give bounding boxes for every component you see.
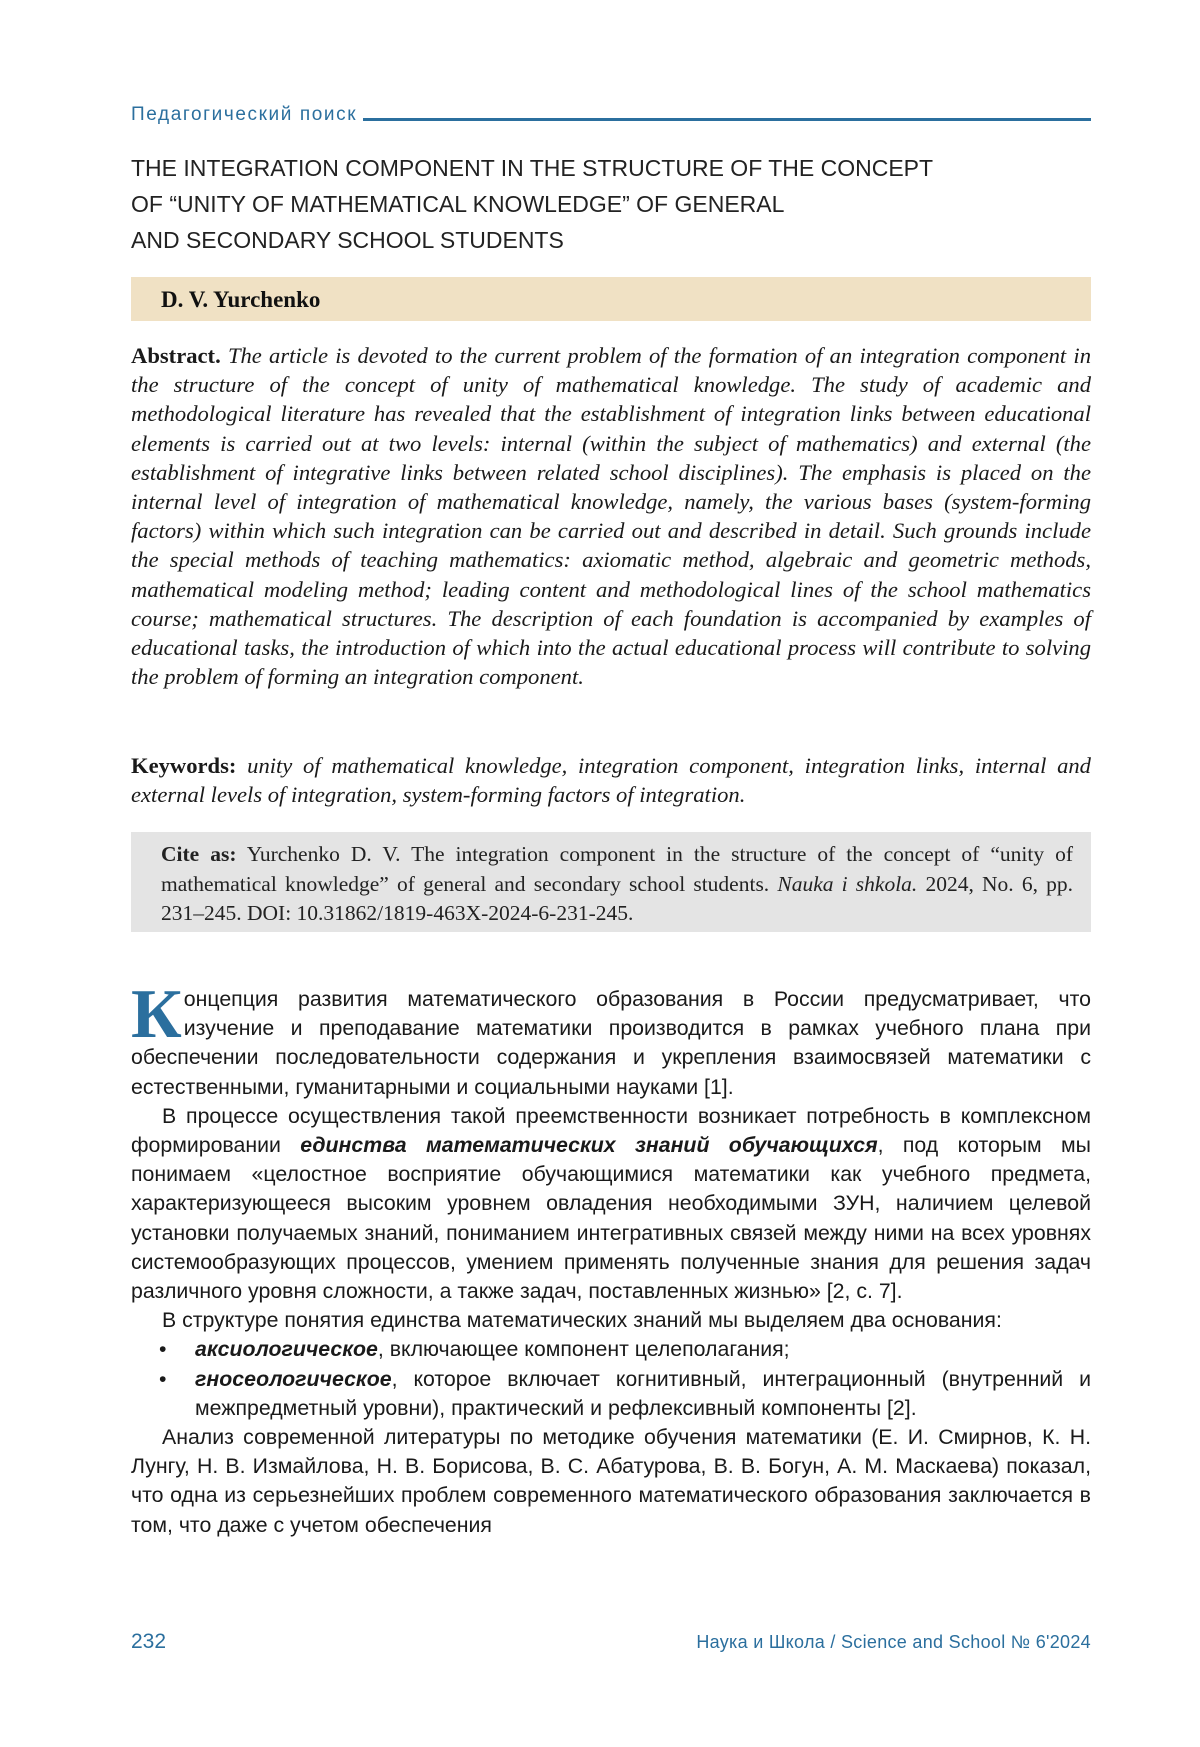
emphasis-term: гносеологическое xyxy=(195,1366,392,1391)
cite-text xyxy=(161,840,1073,929)
bullet-icon: • xyxy=(159,1366,167,1391)
bullet-list xyxy=(131,1335,1091,1423)
abstract-label: Abstract. xyxy=(131,343,221,368)
paragraph-text: В структуре понятия единства математических знаний мы выделяем два основания: xyxy=(162,1308,1002,1333)
cite-journal: Nauka i shkola. xyxy=(777,871,918,896)
list-item xyxy=(131,1365,1091,1423)
article-body xyxy=(131,976,1091,1540)
paragraph-text: Анализ современной литературы по методике обучения математики (Е. И. Смирнов, К. Н. Лунгу, Н. В. Измайлова, Н. В. Борисова, В. С. Абатурова, В. В. Богун, А. М. Маскаева) показал, что одна из серьезнейших проблем современного математического образования заключается в том, что даже с учетом обеспечения xyxy=(131,1425,1091,1537)
list-item xyxy=(131,1335,1091,1364)
cite-label: Cite as: xyxy=(161,842,237,866)
cite-details: 2024, No. 6, pp. 231–245. DOI: 10.31862/1819-463X-2024-6-231-245. xyxy=(161,871,1074,925)
bullet-icon: • xyxy=(159,1337,167,1362)
list-item-text: , включающее компонент целеполагания; xyxy=(377,1337,790,1362)
journal-name: Наука и Школа / Science and School № 6'2024 xyxy=(696,1632,1091,1652)
cite-box xyxy=(131,832,1091,932)
keywords-label: Keywords: xyxy=(131,753,237,778)
title-line: OF “UNITY OF MATHEMATICAL KNOWLEDGE” OF GENERAL xyxy=(131,191,785,217)
page-footer xyxy=(131,1630,1091,1658)
cite-reference: Yurchenko D. V. The integration component in the structure of the concept of “unity of mathematical knowledge” of general and secondary school students. xyxy=(161,842,1073,896)
abstract xyxy=(131,341,1091,691)
article-title xyxy=(131,150,1091,258)
drop-cap: К xyxy=(131,976,182,1053)
paragraph xyxy=(131,1423,1091,1540)
paragraph xyxy=(131,976,1091,1102)
running-head-text: Педагогический поиск xyxy=(131,104,363,126)
title-line: AND SECONDARY SCHOOL STUDENTS xyxy=(131,227,564,253)
page-number: 232 xyxy=(131,1630,167,1653)
abstract-text: The article is devoted to the current problem of the formation of an integration component in the structure of the concept of unity of mathematical knowledge. The study of academic and methodological literature has revealed that the establishment of integration links between educational elements is carried out at two levels: internal (within the subject of mathematics) and external (the establishment of integrative links between related school disciplines). The emphasis is placed on the internal level of integration of mathematical knowledge, namely, the various bases (system-forming factors) within which such integration can be carried out and described in detail. Such grounds include the special methods of teaching mathematics: axiomatic method, algebraic and geometric methods, mathematical modeling method; leading content and methodological lines of the school mathematics course; mathematical structures. The description of each foundation is accompanied by examples of educational tasks, the introduction of which into the actual educational process will contribute to solving the problem of forming an integration component. xyxy=(131,343,1091,690)
paragraph-text: онцепция развития математического образования в России предусматривает, что изучение и преподавание математики производится в рамках учебного плана при обеспечении последовательности содержания и укрепления взаимосвязей математики с естественными, гуманитарными и социальными науками [1]. xyxy=(131,987,1091,1099)
author-name: D. V. Yurchenko xyxy=(161,287,321,312)
keywords-text: unity of mathematical knowledge, integration component, integration links, internal and external levels of integration, system-forming factors of integration. xyxy=(131,753,1091,808)
paragraph xyxy=(131,1102,1091,1306)
paragraph-text: , под которым мы понимаем «целостное восприятие обучающимися математики как учебного предмета, характеризующееся высоким уровнем овладения необходимыми ЗУН, наличием целевой установки получаемых знаний, пониманием интегративных связей между ними на всех уровнях системообразующих процессов, умением применять полученные знания для решения задач различного уровня сложности, а также задач, поставленных жизнью» [2, с. 7]. xyxy=(131,1133,1091,1304)
keywords xyxy=(131,751,1091,809)
paragraph xyxy=(131,1306,1091,1335)
list-item-text: , которое включает когнитивный, интеграционный (внутренний и межпредметный уровни), практический и рефлексивный компоненты [2]. xyxy=(195,1366,1091,1420)
emphasis-term: единства математических знаний обучающихся xyxy=(300,1133,878,1158)
author-band xyxy=(131,277,1091,321)
paragraph-text: В процессе осуществления такой преемственности возникает потребность в комплексном формировании xyxy=(131,1103,1091,1158)
emphasis-term: аксиологическое xyxy=(195,1337,378,1362)
title-line: THE INTEGRATION COMPONENT IN THE STRUCTURE OF THE CONCEPT xyxy=(131,155,934,181)
running-head xyxy=(131,104,1091,128)
